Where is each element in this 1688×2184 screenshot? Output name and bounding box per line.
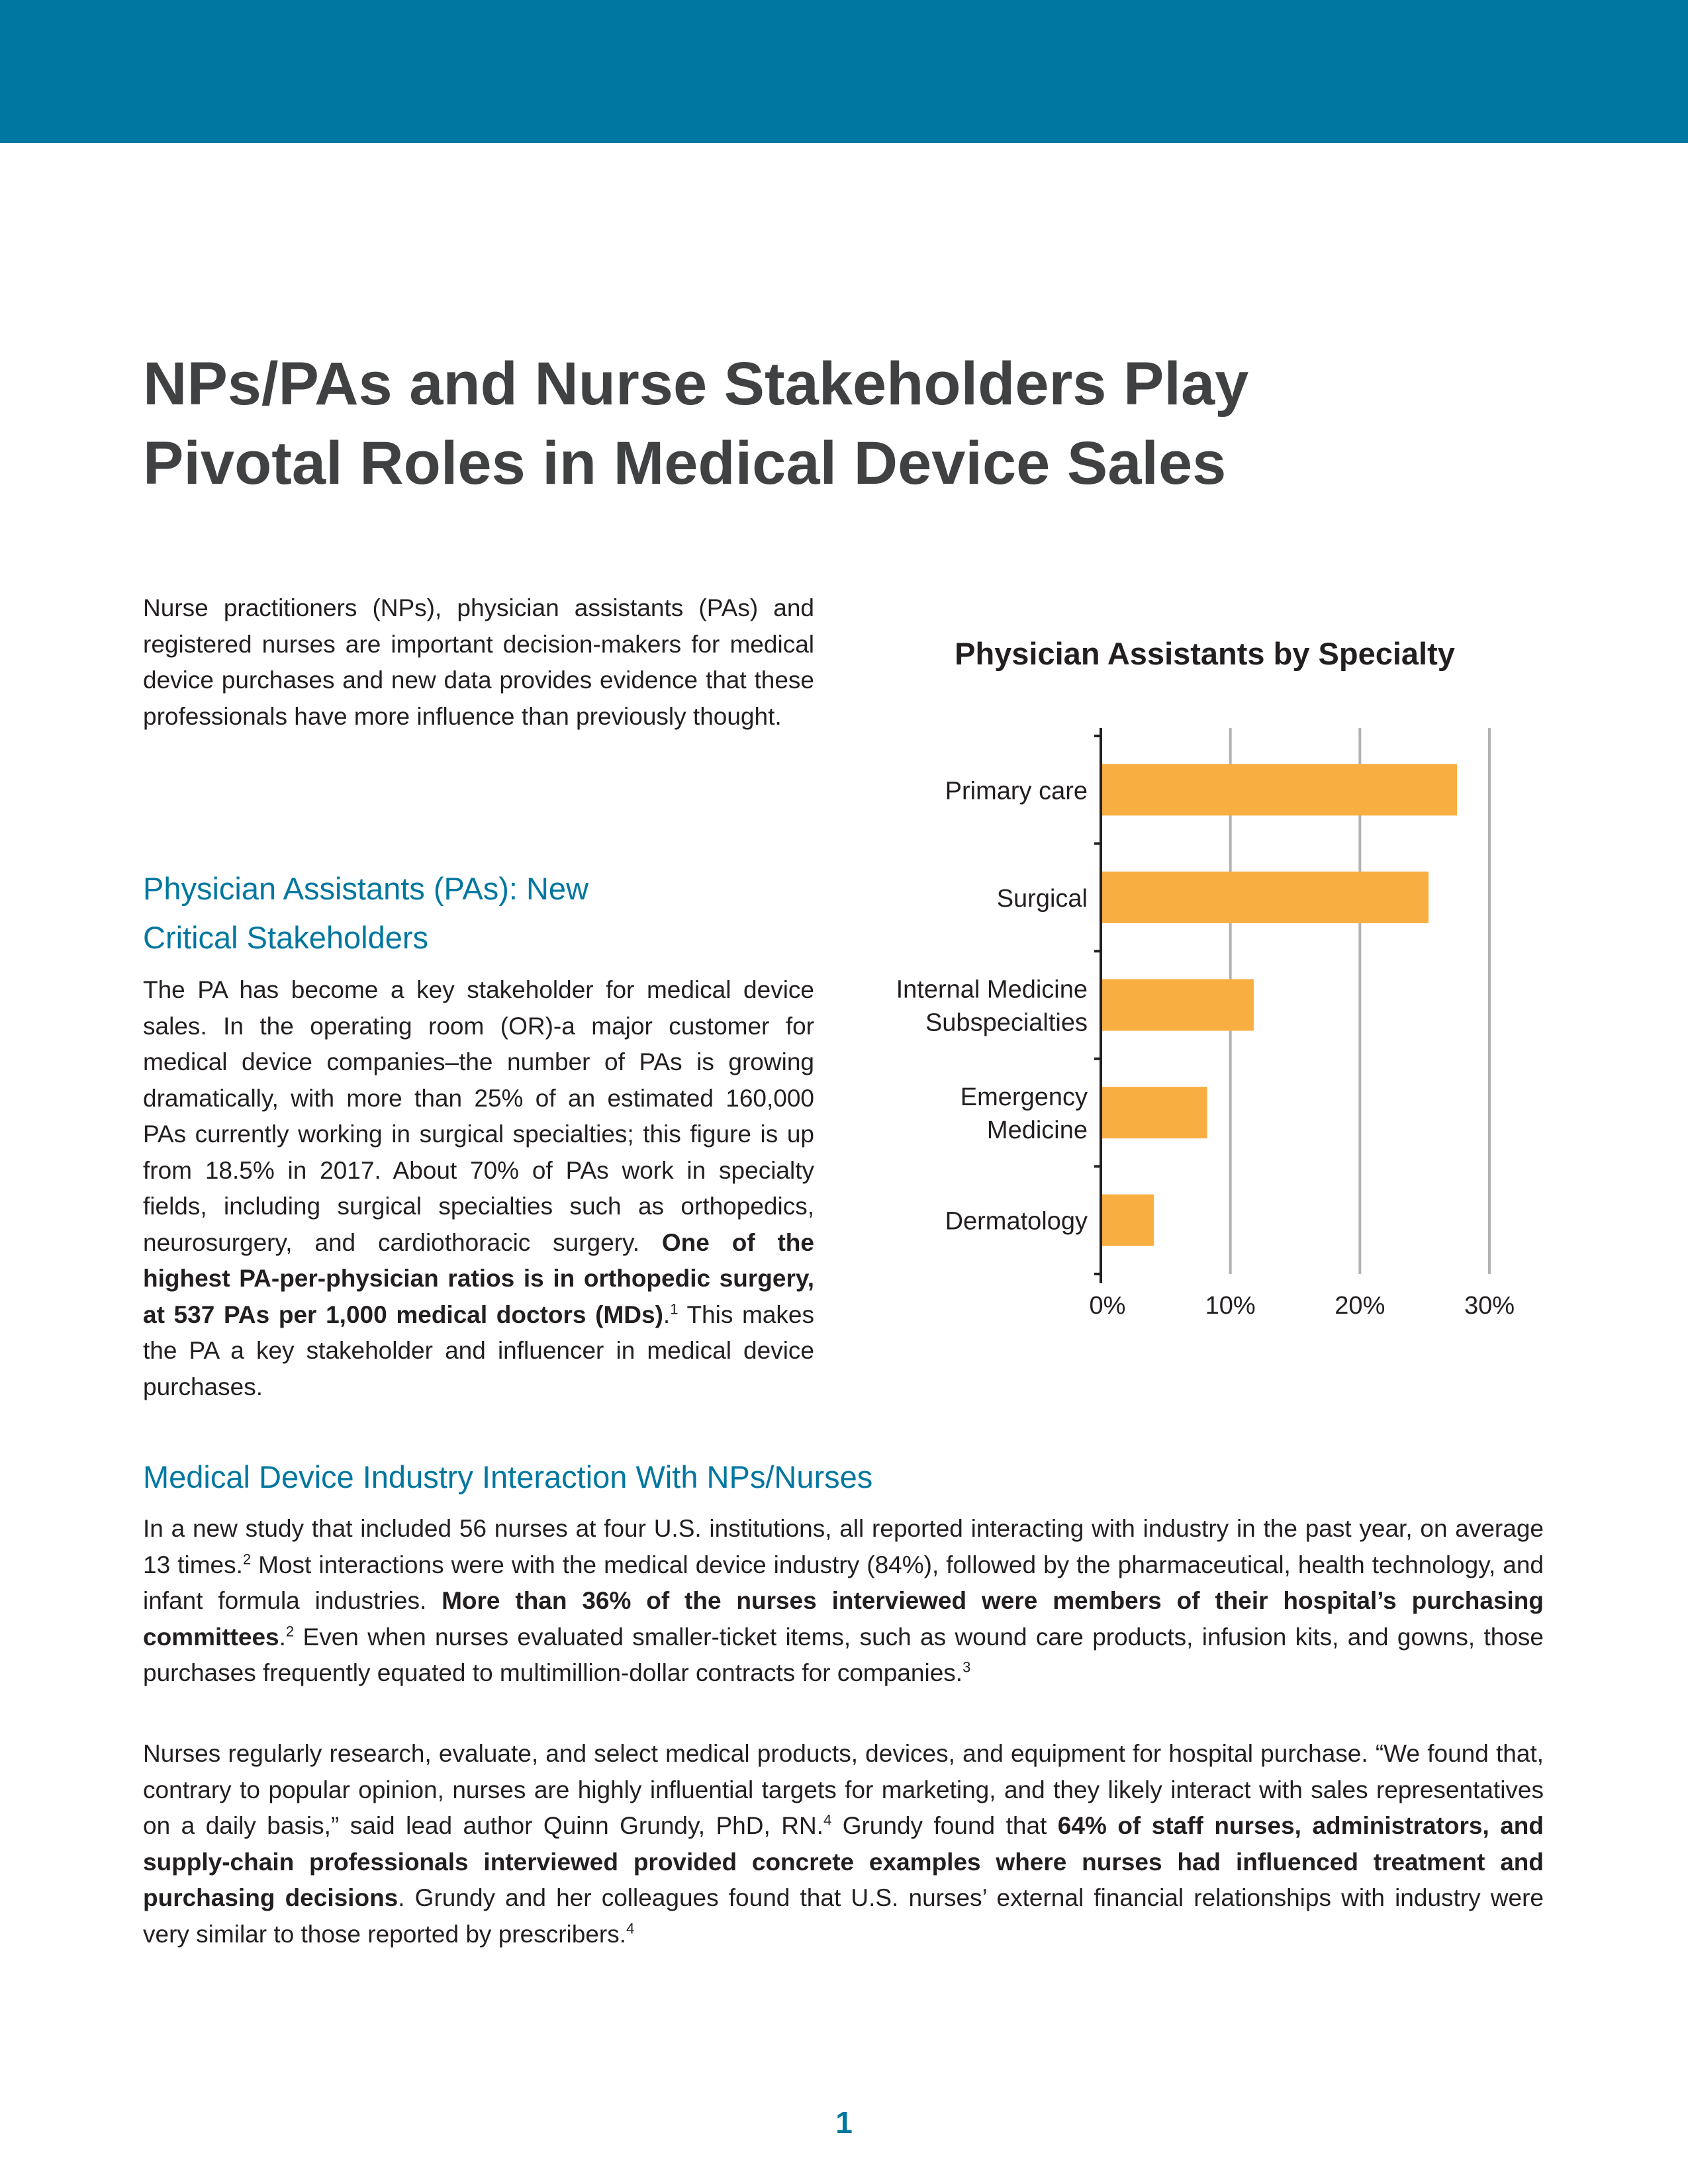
mdi-p1-text-b: Most interactions were with the medical device industry (84%), followed by the pharmaceutical, health technology, and infant formula industries.: [143, 1551, 1544, 1614]
mdi-p1-text-c: .: [279, 1623, 286, 1651]
mdi-p2-text-b: Grundy found that: [831, 1812, 1058, 1839]
pa-text-1: The PA has become a key stakeholder for medical device sales. In the operating room (OR)-a major customer for medical device companies–the number of PAs is growing dramatically, with more than 25% of an estimated 160,000 PAs currently working in surgical specialties; this figure is up from 18.5% in 2017. About 70% of PAs work in specialty fields, including surgical specialties such as orthopedics, neurosurgery, and cardiothoracic surgery.: [143, 976, 814, 1256]
chart-bar: [1101, 764, 1457, 815]
chart-bar: [1101, 979, 1254, 1031]
pa-specialty-chart: [854, 622, 1556, 1337]
header-band: [0, 0, 1688, 143]
page-title: [143, 344, 1467, 503]
footnote-ref-3: 3: [962, 1659, 971, 1676]
footnote-ref-1: 1: [670, 1300, 679, 1318]
mdi-p1-bold: More than 36% of the nurses interviewed were members of their hospital’s purchasing committees: [143, 1587, 1544, 1651]
mdi-p1-text-d: Even when nurses evaluated smaller-ticket items, such as wound care products, infusion kits, and gowns, those purchases frequently equated to multimillion-dollar contracts for companies.: [143, 1623, 1544, 1686]
pa-text-2: .: [663, 1300, 671, 1328]
chart-category-label: Dermatology: [945, 1207, 1088, 1236]
title-line-2: Pivotal Roles in Medical Device Sales: [143, 430, 1227, 497]
chart-title: Physician Assistants by Specialty: [955, 636, 1455, 671]
chart-category-label: Primary care: [945, 777, 1088, 805]
footnote-ref-4b: 4: [626, 1920, 635, 1937]
chart-x-tick-label: 20%: [1335, 1292, 1385, 1320]
footnote-ref-4a: 4: [823, 1811, 832, 1829]
chart-category-label: Emergency: [960, 1083, 1088, 1112]
mdi-section-heading: Medical Device Industry Interaction With NPs/Nurses: [143, 1459, 873, 1494]
chart-category-label: Surgical: [996, 884, 1088, 913]
chart-category-label: Internal Medicine: [896, 976, 1088, 1004]
chart-bar: [1101, 1195, 1154, 1246]
pa-section-paragraph: [143, 972, 814, 1405]
page-number: 1: [835, 2105, 853, 2140]
intro-paragraph: Nurse practitioners (NPs), physician assistants (PAs) and registered nurses are important decision-makers for medical device purchases and new data provides evidence that these professionals have more influence than previously thought.: [143, 594, 814, 730]
mdi-p1-text-a: In a new study that included 56 nurses at four U.S. institutions, all reported interacting with industry in the past year, on average 13 times.: [143, 1515, 1544, 1578]
pa-heading-line-2: Critical Stakeholders: [143, 920, 429, 955]
footnote-ref-2b: 2: [285, 1623, 295, 1640]
chart-x-tick-label: 0%: [1089, 1292, 1126, 1320]
mdi-p2-text-c: . Grundy and her colleagues found that U.S. nurses’ external financial relationships with industry were very similar to those reported by prescribers.: [143, 1884, 1544, 1948]
chart-bar: [1101, 872, 1429, 923]
pa-section-heading: [143, 864, 814, 962]
chart-category-label: Subspecialties: [925, 1009, 1088, 1037]
chart-bar: [1101, 1087, 1207, 1138]
mdi-p2-bold: 64% of staff nurses, administrators, and supply-chain professionals interviewed provided concrete examples where nurses had influenced treatment and purchasing decisions: [143, 1812, 1544, 1911]
mdi-paragraph-1: [143, 1511, 1544, 1692]
footnote-ref-2a: 2: [242, 1551, 252, 1568]
chart-x-tick-label: 30%: [1464, 1292, 1515, 1320]
chart-plot: [854, 622, 1556, 1337]
chart-x-tick-label: 10%: [1205, 1292, 1256, 1320]
pa-heading-line-1: Physician Assistants (PAs): New: [143, 871, 589, 906]
pa-text-3: This makes the PA a key stakeholder and influencer in medical device purchases.: [143, 1300, 814, 1400]
title-line-1: NPs/PAs and Nurse Stakeholders Play: [143, 350, 1249, 418]
mdi-p2-text-a: Nurses regularly research, evaluate, and select medical products, devices, and equipment for hospital purchase. “We found that, contrary to popular opinion, nurses are highly influential targets for marketing, and they likely interact with sales representatives on a daily basis,” said lead author Quinn Grundy, PhD, RN.: [143, 1740, 1544, 1839]
mdi-paragraph-2: [143, 1736, 1544, 1952]
chart-category-label: Medicine: [986, 1116, 1088, 1145]
pa-bold-statement: One of the highest PA-per-physician ratios is in orthopedic surgery, at 537 PAs per 1,000 medical doctors (MDs): [143, 1228, 814, 1328]
